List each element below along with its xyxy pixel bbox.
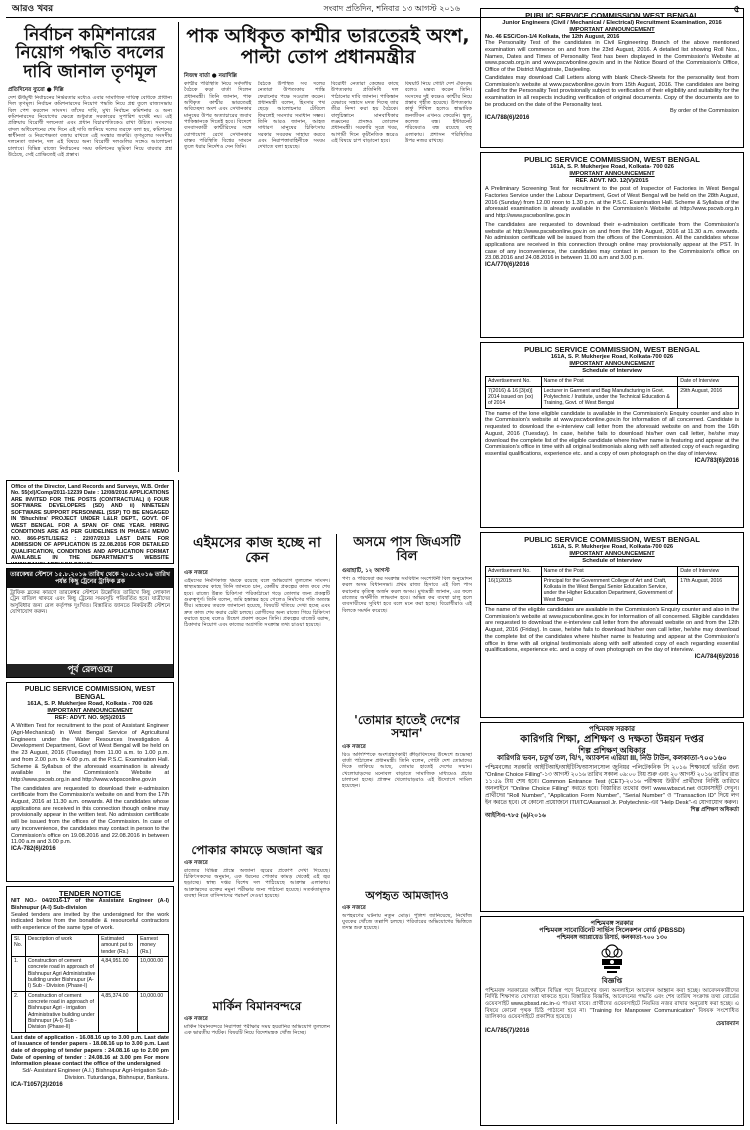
ad-text: The Personality Test of the candidates in Civil Engineering Branch of the above mentioned examination will commence on and from the 23rd August, 2016. A detailed list showing Roll Nos., Names, Dates and Times of Personality Test has been displayed in the Commission's Website at www.pscwb.org.in and www.pscwbonline.gov.in and in the Notice Board of the Commission's Office, Office of the District Magistrate, Darjeeling. bbox=[485, 40, 739, 74]
article-body: পণ্য ও পরিষেবা কর সংক্রান্ত সংবিধান সংশোধনী বিল অনুমোদন করল অসম বিধানসভা। প্রথম রাজ্য হিসাবে এই বিল পাস করানোর কৃতিত্ব অর্জন করল অসম। মুখ্যমন্ত্রী জানান, এর ফলে রাজ্যের অর্থনীতি লাভবান হবে। অভিন্ন কর ব্যবস্থা চালু হলে ব্যবসায়ীদের সুবিধা হবে বলে মনে করা হচ্ছে। বিরোধীরাও এই বিলকে সমর্থন করেছে। bbox=[342, 575, 472, 614]
ad-signature: চেয়ারম্যান bbox=[716, 1021, 739, 1028]
byline: এক নজরে bbox=[342, 743, 366, 750]
ad-land-records bbox=[6, 480, 174, 564]
tender-table bbox=[11, 934, 169, 1033]
ad-text: Sealed tenders are invited by the undersigned for the work indicated below from the bonafide & resourceful contractors with experience of the same type of work. bbox=[11, 911, 169, 932]
ad-signature: শিল্প প্রশিক্ষণ অধিকর্তা bbox=[690, 806, 739, 813]
paper-dateline: সংবাদ প্রতিদিন, শনিবার ১৩ আগস্ট ২০১৬ bbox=[323, 4, 460, 13]
ad-address: 161A, S. P. Mukherjee Road, Kolkata - 700 026 bbox=[27, 701, 153, 708]
ad-psc-lecturer bbox=[480, 342, 744, 528]
ad-org: PUBLIC SERVICE COMMISSION, WEST BENGAL bbox=[524, 535, 700, 544]
ad-psc-junior-engineers bbox=[480, 8, 744, 148]
ad-title: পশ্চিমবঙ্গ সাবোর্ডিনেট সার্ভিস সিলেকশন বোর্ড (PBSSD) bbox=[539, 927, 685, 935]
col-header: Estimated amount put to tender (Rs.) bbox=[99, 934, 138, 956]
ad-org: PUBLIC SERVICE COMMISSION, WEST BENGAL bbox=[524, 155, 700, 164]
ad-text: পশ্চিমবঙ্গ সরকারের অধীনে বিভিন্ন পদে নিয়োগের জন্য অনলাইনে আবেদন আহ্বান করা হচ্ছে। আবেদনকারীদের নির্দিষ্ট শিক্ষাগত যোগ্যতা থাকতে হবে। বিস্তারিত বিজ্ঞপ্তি, আবেদনের পদ্ধতি এবং শেষ তারিখ সংক্রান্ত তথ্য বোর্ডের ওয়েবসাইট www.pbssd.nic.in-এ পাওয়া যাবে। প্রার্থীদের ওয়েবসাইটে নিয়মিত নজর রাখার অনুরোধ করা হচ্ছে। এ বিষয়ে কোনো পৃথক চিঠি পাঠানো হবে না। "Training for Manpower Communication" বিষয়ক সংশোধিত তালিকাও ওয়েবসাইটে প্রকাশিত হয়েছে। bbox=[485, 987, 739, 1021]
headline: অসমে পাস জিএসটি বিল bbox=[353, 535, 461, 565]
ad-code: ICA/784(6)/2016 bbox=[694, 653, 739, 660]
ad-title: কারিগরি শিক্ষা, প্রশিক্ষণ ও দক্ষতা উন্নয়ন দপ্তর bbox=[520, 734, 704, 746]
table-row: 7(2016) & 16 [3(xi)] 2014 issued on (xx) of 2014 Lecturer in Garment and Bag Manufacturing in Govt. Polytechnic / Institute, under the Technical Education & Training, Govt. of West Bengal 29th August, 2016 bbox=[486, 386, 739, 408]
article-kashmir bbox=[182, 22, 474, 527]
interview-table: Advertisement No. Name of the Post Date of Interview 7(2016) & 16 [3(xi)] 2014 issued on (xx) of 2014 Lecturer in Garment and Bag Manufacturing in Govt. Polytechnic / Institute, under the Technical Education & Training, Govt. of West Bengal 29th August, 2016 bbox=[485, 376, 739, 408]
ad-org: PUBLIC SERVICE COMMISSION WEST BENGAL bbox=[525, 11, 699, 20]
ad-psc-principal bbox=[480, 532, 744, 718]
article-body: এইমসের নির্মাণকাজ থমকে রয়েছে বলে অভিযোগ তুললেন সাংসদ। স্বাস্থ্যমন্ত্রকের কাছে তিনি জানতে চান, কেন্দ্রীয় প্রকল্পের কাজ কবে শেষ হবে। রাজ্যে উন্নত চিকিৎসা পরিকাঠামো গড়ে তোলার জন্য প্রকল্পটি গুরুত্বপূর্ণ। তিনি বলেন, জমি হস্তান্তর হয়ে গেলেও নির্মাণের গতি অত্যন্ত ধীর। মন্ত্রকের তরফে জানানো হয়েছে, বিষয়টি খতিয়ে দেখা হচ্ছে এবং দ্রুত কাজ শেষ করার চেষ্টা চলছে। রোগীদের অন্য রাজ্যে গিয়ে চিকিৎসা করাতে হচ্ছে বলেও উদ্বেগ প্রকাশ করেন তিনি। প্রকল্পের বাজেট বরাদ্দ, ঠিকাদার নিয়োগ এবং কাজের অগ্রগতি সংক্রান্ত তথ্য চাওয়া হয়েছে। bbox=[184, 578, 330, 629]
article-body: মার্কিন বিমানবন্দরে নিরাপত্তা পরীক্ষার সময় হয়রানির অভিযোগ তুললেন এক ভারতীয় পর্যটক। বিষয়টি নিয়ে বিদেশমন্ত্রক খোঁজ নিচ্ছে। bbox=[184, 1023, 330, 1037]
ad-title: IMPORTANT ANNOUNCEMENT bbox=[569, 171, 655, 177]
left-news-area bbox=[6, 22, 474, 1126]
ad-sub: Junior Engineers (Civil / Mechanical / Electrical) Recruitment Examination, 2016 bbox=[502, 20, 722, 27]
ad-code: ICA/788(6)/2016 bbox=[485, 115, 530, 122]
ad-ref: No. 46 ESC/Con-1/4 Kolkata, the 12th August, 2016 bbox=[485, 33, 620, 40]
ad-title: IMPORTANT ANNOUNCEMENT bbox=[569, 27, 655, 33]
article-airport bbox=[182, 998, 332, 1124]
ad-ref: NIT NO.- 04/2016-17 of the Assistant Engineer (A-I) Bishnupur (A-I) Sub-division bbox=[11, 898, 169, 912]
ad-psc-agri bbox=[6, 682, 174, 882]
ad-ref: REF: ADVT. NO. 9(S)/2015 bbox=[54, 714, 126, 721]
ad-title: IMPORTANT ANNOUNCEMENT bbox=[47, 708, 133, 715]
table-row: 2. Construction of cement concrete road in approach of Bishnupur Agri - irrigation Administrative building under Bishnupur (A-I) Sub - Division (Phase-II) 4,85,374.00 10,000.00 bbox=[12, 991, 169, 1032]
ad-heading: বিজ্ঞপ্তি bbox=[601, 977, 623, 985]
ad-text-2: The candidates are requested to download their e-admission certificate from the Commission's website on and from the 17th August, 2016 at 11.30 a.m. onwards. All the candidates whose applications are received in this connection though online may provisionally appear in the written test. No admission certificate will be issued from the offices of the Commission. In case of any inconvenience, the candidates may contact in person to the Commission's office on 19.08.2016 and 22.08.2016 in between 11.00 a.m and 3.00 p.m. bbox=[11, 785, 169, 846]
col-header: Sl. No. bbox=[12, 934, 26, 956]
article-abduction bbox=[340, 888, 474, 1124]
headline: অপহৃত আমজাদও bbox=[365, 889, 449, 902]
byline: প্রতিদিনের ব্যুরো ● দিল্লি bbox=[8, 87, 64, 94]
ad-dates: Last date of application - 16.08.16 up to 3.00 p.m. Last date of issuance of tender papers - 18.08.16 up to 3.00 p.m. Last date of dropping of tender papers : 24.08.16 up to 2.00 pm Date of opening of tender : 24.08.16 at 3.00 pm For more information please contact the office of the undersigned bbox=[11, 1034, 169, 1068]
ad-org: PUBLIC SERVICE COMMISSION, WEST BENGAL bbox=[524, 345, 700, 354]
article-columns bbox=[184, 81, 472, 501]
byline: এক নজরে bbox=[342, 904, 366, 911]
ad-text: A Written Test for recruitment to the post of Assistant Engineer (Agri-Mechanical) in West Bengal Service of Agricultural Engineers under the Water Resources Investigation & Development Department, Govt of West Bengal will be held on the 23 August, 2016 (Tuesday) from 11.00 a.m. to 1.00 p.m. and from 2.00 p.m. to 4.00 p.m. at the P.S.C. Examination Hall. Scheme & Syllabus of the aforesaid examination is already available in the Commission's Website at http://www.pscwb.org.in and http://www.wbpsconline.gov.in bbox=[11, 723, 169, 783]
ad-footer: পূর্ব রেলওয়ে bbox=[7, 664, 173, 677]
interview-table: Advertisement No. Name of the Post Date of Interview 16(1)2015 Principal for the Government College of Art and Craft, Kolkata in the West Bengal Senior Education Service, under the Higher Education Department, Government of West Bengal 17th August, 2016 bbox=[485, 566, 739, 605]
ad-text-2: The candidates are requested to download their e-admission certificate from the Commission's website at http://www.pscwbonline.gov.in on and from the 19th August, 2016 at 11.30 a.m. onwards. No admission certificate will be issued from the offices of the Commission. All the candidates whose applications are received in this connection through online may provisionally appear at the PST. In case of any inconvenience, the candidates may contact in person to the Commission's office on 23.08.2016 and 24.08.2016 in between 11.00 a.m and 3.00 p.m. bbox=[485, 221, 739, 262]
headline: 'তোমার হাতেই দেশের সম্মান' bbox=[354, 713, 460, 740]
col-header: Description of work bbox=[25, 934, 98, 956]
ad-org: পশ্চিমবঙ্গ সরকার bbox=[590, 920, 634, 927]
headline: নির্বাচন কমিশনারের নিয়োগ পদ্ধতি বদলের দাবি জানাল তৃণমূল bbox=[15, 25, 165, 82]
page-number: ৫ bbox=[733, 4, 740, 15]
article-aiims bbox=[182, 534, 332, 834]
ad-text: Office of the Director, Land Records and Surveys, W.B. Order No. 55(xl)/Comp/2011-12239 Date : 12/08/2016 APPLICATIONS ARE INVITED FOR THE POSTS (CONTRACTUAL) i) FOUR SOFTWARE DEVELOPERS (SD) AND ii) NINETEEN SOFTWARE SUPPORT PERSONNEL (SSP) TO BE ENGAGED IN 'Bhuchitra' PROJECT UNDER L&LR DEPT., GOVT. OF WEST BENGAL FOR A SPAN OF ONE YEAR. HIRING CONDITIONS ARE AS PER GUIDELINES IN PHASE-I MEMO NO. 866-PSTL/1E/E2 : 22/07/2013 LAST DATE FOR ADMISSION OF APPLICATION IS 22.08.2016 FOR DETAILED QUALIFICATION, CONDITIONS AND APPLICATION FORMAT AVAILABLE IN THE DEPARTMENT'S WEBSITE bbox=[11, 484, 169, 562]
ad-sub: শিল্প প্রশিক্ষণ অধিকার bbox=[578, 745, 646, 755]
ad-text: A Preliminary Screening Test for recruitment to the post of Inspector of Factories in West Bengal Factories Service under the Labour Department, Govt of West Bengal will be held on the 28th August, 2016 (Sunday) from 12.00 noon to 1.30 p.m. at the P.S.C. Examination Hall. Scheme & Syllabus of the aforesaid examination is already available in the Commission's Website at http://www.pscwb.org.in and http://www.pscwbonline.gov.in bbox=[485, 186, 739, 220]
headline: এইমসের কাজ হচ্ছে না কেন bbox=[193, 535, 321, 567]
ad-code: ICA-T1057(2)/2016 bbox=[11, 1081, 63, 1088]
article-olympics bbox=[340, 712, 474, 882]
ad-code: ICA/783(6)/2016 bbox=[694, 457, 739, 464]
right-ads-column bbox=[480, 8, 744, 1126]
ad-code: ICA-782(6)/2016 bbox=[11, 846, 56, 852]
article-gst bbox=[340, 534, 474, 704]
column: বৈঠকে উপস্থিত সব দলের নেতারা উপত্যকায় শান্তি ফেরানোর পক্ষে সওয়াল করেন। প্রধানমন্ত্রী বলেন, হিংসার পথ ছেড়ে আলোচনার টেবিলে ফিরলেই সমস্যার সমাধান সম্ভব। তিনি আরও জানান, আহত সাধারণ মানুষের চিকিৎসায় সরকার সবরকম সাহায্য করবে এবং নিরাপত্তাবাহিনীকে সংযম দেখাতে বলা হয়েছে। bbox=[257, 80, 325, 151]
ad-code: আইসিএ-৭৮৫ (৬)/২০১৬ bbox=[485, 813, 546, 820]
byline: এক নজরে bbox=[184, 1015, 208, 1022]
ad-address: পশ্চিমবঙ্গ অ্যাপ্লায়েড রিসার্চ, কলকাতা-৭০০ ১৩০ bbox=[556, 934, 668, 941]
section-name: আরও খবর bbox=[12, 4, 54, 14]
ad-address: 161A, S. P. Mukherjee Road, Kolkata- 700 026 bbox=[550, 164, 674, 171]
ad-railway bbox=[6, 568, 174, 678]
article-body: রাজ্যের বিভিন্ন প্রান্তে অজানা জ্বরের প্রকোপ দেখা দিয়েছে। চিকিৎসকদের অনুমান, এক ধরনের পোকার কামড় থেকেই এই জ্বর ছড়াচ্ছে। স্বাস্থ্য দপ্তর বিশেষ দল পাঠিয়েছে আক্রান্ত এলাকায়। আক্রান্তদের রক্তের নমুনা পরীক্ষার জন্য পাঠানো হয়েছে। সতর্কতামূলক ব্যবস্থা নিতে বাসিন্দাদের পরামর্শ দেওয়া হয়েছে। bbox=[184, 867, 330, 900]
table-row: 16(1)2015 Principal for the Government College of Art and Craft, Kolkata in the West Bengal Senior Education Service, under the Higher Education Department, Government of West Bengal 17th August, 2016 bbox=[486, 576, 739, 604]
article-body: দেশ ঊর্ধমুখী নির্বাচনের নির্ভরতার মধ্যেও এবার সামাজিক দায়িত্ব বোধকে প্রাধান্য দিল তৃণমূল। নির্বাচন কমিশনারদের নিয়োগ পদ্ধতি নিয়ে প্রশ্ন তুলে রাজ্যসভায় বিল পেশ করলেন সাংসদ। তাঁদের দাবি, মুখ্য নির্বাচন কমিশনার ও অন্য কমিশনারদের নিয়োগের ক্ষেত্রে শুধুমাত্র সরকারের সুপারিশ যথেষ্ট নয়। এই প্রক্রিয়ায় বিরোধী দলনেতা এবং প্রধান বিচারপতিকেও রাখা উচিত। সংসদের বাদল অধিবেশনের শেষ দিনে এই দাবি জানিয়ে দলের তরফে বলা হয়, কমিশনের স্বাধীনতা ও নিরপেক্ষতা বজায় রাখতে এই সংস্কার জরুরি। তৃণমূলের সংসদীয় দলনেতা জানান, দল এই বিষয়ে অন্য বিরোধী দলগুলির সঙ্গেও আলোচনা চালাবে। বিভিন্ন রাজ্যে নির্বাচনের সময় কমিশনের ভূমিকা নিয়ে বারবার প্রশ্ন উঠেছে, সেই প্রেক্ষিতেই এই প্রস্তাব। bbox=[8, 94, 172, 158]
ad-title: IMPORTANT ANNOUNCEMENT bbox=[569, 551, 655, 557]
ad-psc-factories bbox=[480, 152, 744, 338]
ad-org: পশ্চিমবঙ্গ সরকার bbox=[589, 726, 635, 733]
col-header: Earnest money (Rs.) bbox=[138, 934, 169, 956]
ad-code: ICA/785(7)/2016 bbox=[485, 1027, 530, 1034]
headline: পাক অধিকৃত কাশ্মীর ভারতেরই অংশ, পাল্টা তোপ প্রধানমন্ত্রীর bbox=[186, 25, 470, 68]
article-fever bbox=[182, 842, 332, 992]
byline: নিজস্ব বার্তা ● নয়াদিল্লি bbox=[184, 73, 238, 80]
ad-signature: Sd/- Assistant Engineer (A.I.) Bishnupur Agri-Irrigation Sub-Division. Tuturdanga, Bishnupur, Bankura. bbox=[22, 1068, 169, 1081]
column: বিরোধী নেতারা কেন্দ্রের কাছে উপত্যকায় প্রতিনিধি দল পাঠানোর দাবি জানান। পাকিস্তান যেভাবে সন্ত্রাসে মদত দিচ্ছে তার তীব্র নিন্দা করা হয় বৈঠকে। বালুচিস্তানে মানবাধিকার লঙ্ঘনের প্রসঙ্গও তোলেন প্রধানমন্ত্রী। সরকারি সূত্রে খবর, আগামী দিনে কূটনৈতিক স্তরেও এই বিষয়ে চাপ বাড়ানো হবে। bbox=[331, 80, 399, 144]
ad-title: তারকেশ্বর স্টেশনে ১৫.৮.২০১৬ তারিখ থেকে ২০.৮.২০১৬ তারিখ পর্যন্ত কিছু ট্রেনের ট্রাফিক ব্লক bbox=[7, 569, 173, 588]
ad-text: The name of the lone eligible candidate is available in the Commission's Enquiry counter and also in the Commission's website at www.pscwbonline.gov.in for information of all concerned. Candidate is requested to download the e-interview call letter from the aforesaid website on and from the 16th August, 2016 (Tuesday). In case, he/she fails to download his/her own call letter, he/she may download the complete list of the eligible candidate where his/her name is featuring and appear at the Commission's office in time with all original testimonials along with self attested copy of each regarding essential qualifications, experience etc. and a copy of own photograph on the day of interview. bbox=[485, 410, 739, 457]
article-commission bbox=[6, 22, 174, 472]
table-row: 1. Construction of cement concrete road in approach of Bishnupur Agri Administrative building under Bishnupur (A-I) Sub - Division (Phase-I) 4,84,951.00 10,000.00 bbox=[12, 956, 169, 991]
ad-address: 161A, S. P. Mukherjee Road, Kolkata-700 026 bbox=[550, 544, 674, 551]
byline: এক নজরে bbox=[184, 570, 208, 577]
ad-code: ICA/770(6)/2016 bbox=[485, 262, 530, 269]
column: কাশ্মীর পরিস্থিতি নিয়ে সর্বদলীয় বৈঠকে কড়া বার্তা দিলেন প্রধানমন্ত্রী। তিনি জানান, পাক অধিকৃত কাশ্মীর ভারতেরই অবিচ্ছেদ্য অংশ এবং সেখানকার মানুষের উপর অত্যাচারের জবাব পাকিস্তানকে দিতেই হবে। বিদেশে বসবাসকারী কাশ্মীরিদের সঙ্গে যোগাযোগ রেখে সেখানকার বাস্তব পরিস্থিতি বিশ্বের সামনে তুলে ধরার নির্দেশও দেন তিনি। bbox=[184, 80, 252, 151]
ad-ref: REF. ADVT. NO. 12(V)/2015 bbox=[575, 177, 649, 184]
ad-sub: Schedule of Interview bbox=[582, 367, 642, 374]
article-body: অপহরণের ঘটনায় নতুন মোড়। পুলিশ জানিয়েছে, নিখোঁজ যুবকের খোঁজে তল্লাশি চলছে। পরিবারের অভিযোগের ভিত্তিতে তদন্ত শুরু হয়েছে। bbox=[342, 912, 472, 932]
ad-org: PUBLIC SERVICE COMMISSION, WEST BENGAL bbox=[24, 686, 156, 701]
ad-text: ট্রাফিক ব্লকের কারণে তারকেশ্বর স্টেশনে উল্লেখিত তারিখে কিছু লোকাল ট্রেন বাতিল থাকবে এবং কিছু ট্রেনের সময়সূচি পরিবর্তিত হবে। যাত্রীদের অসুবিধার জন্য রেল কর্তৃপক্ষ দুঃখিত। বিস্তারিত জানতে নিকটবর্তী স্টেশনে যোগাযোগ করুন। bbox=[10, 589, 170, 616]
ad-title: TENDER NOTICE bbox=[58, 889, 122, 898]
ad-text: পশ্চিমবঙ্গের সরকারি আইটিআই/আইটিসি/আসানসোল জুনিয়র পলিটেকনিক সি ২০১৬ শিক্ষাবর্ষে ভর্তির জন্য "Online Choice Filling"-১৩ আগস্ট ২০১৬ তারিখ সকাল ০৯:০০ টায় শুরু এবং ২০ আগস্ট ২০১৬ তারিখ রাত ১১:৫৯ টায় শেষ হবে। Common Entrance Test (CET)-২০১৬ পরীক্ষায় উত্তীর্ণ প্রার্থীদের নির্দিষ্ট তারিখে অনলাইনে "Online Choice Filling" করতে হবে। বিস্তারিত তথ্যের জন্য www.wbscvt.net ওয়েবসাইট দেখুন। প্রার্থীদের "Roll Number", "Application Form Number", "Serial Number" ও "Transaction ID" দিয়ে লগ ইন করতে হবে। যে কোনো প্রয়োজনে ITI/ITC/Asansol Jr. Polytechnic-এর "Help Desk"-এ যোগাযোগ করুন। bbox=[485, 764, 739, 806]
ad-title: IMPORTANT ANNOUNCEMENT bbox=[569, 361, 655, 367]
ad-address: কারিগরি ভবন, চতুর্থ তল, বি/৭, অ্যাকশন এরিয়া III, নিউ টাউন, কলকাতা-৭০০১৬০ bbox=[497, 754, 727, 762]
ad-iti-admission bbox=[480, 722, 744, 912]
article-body: রিও অলিম্পিকে অংশগ্রহণকারী ক্রীড়াবিদদের উদ্দেশে শুভেচ্ছা বার্তা পাঠালেন প্রধানমন্ত্রী। তিনি বলেন, গোটা দেশ তোমাদের দিকে তাকিয়ে আছে, তোমার হাতেই দেশের সম্মান। খেলোয়াড়দের মনোবল বাড়াতে সামাজিক মাধ্যমেও প্রচার চালানো হচ্ছে। প্রাক্তন খেলোয়াড়রাও এই উদ্যোগে সামিল হয়েছেন। bbox=[342, 751, 472, 790]
government-emblem-icon bbox=[595, 942, 629, 978]
ad-tender bbox=[6, 886, 174, 1124]
ad-address: 161A, S. P. Mukherjee Road, Kolkata-700 026 bbox=[550, 354, 674, 361]
ad-text: The name of the eligible candidates are available in the Commission's Enquiry counter and also in the Commission's website at www.pscwbonline.gov.in for information of all concerned. Eligible candidates are requested to download the e-interview call letter from the aforesaid website on and from the 12th August, 2016 (Friday). In case, he/she fails to download his/her own call letter, he/she may download the complete list of the candidates where his/her name is featuring and appear at the Commission's office in time with all original testimonials along with self attested copy of each regarding essential qualifications, experience etc. and a copy of own photograph on the day of interview. bbox=[485, 607, 739, 654]
ad-sub: Schedule of Interview bbox=[582, 557, 642, 564]
column: বিষয়টি নিয়ে গোটা দেশ ঐক্যবদ্ধ বলেও মন্তব্য করেন তিনি। সংসদের দুই কক্ষেও কাশ্মীর নিয়ে প্রস্তাব গৃহীত হয়েছে। উপত্যকায় কার্ফু শিথিল হলেও স্বাভাবিক জনজীবন এখনও ফেরেনি। স্কুল, কলেজ বন্ধ। ইন্টারনেট পরিষেবাও বন্ধ রয়েছে বহু এলাকায়। প্রশাসন পরিস্থিতির উপর নজর রাখছে। bbox=[404, 80, 472, 144]
byline: গুয়াহাটি, ১২ আগস্ট bbox=[342, 568, 390, 575]
headline: মার্কিন বিমানবন্দরে bbox=[212, 999, 302, 1013]
ad-pbssd bbox=[480, 916, 744, 1126]
ad-signature: By order of the Commission bbox=[669, 108, 739, 115]
headline: পোকার কামড়ে অজানা জ্বর bbox=[191, 843, 323, 857]
byline: এক নজরে bbox=[184, 859, 208, 866]
ad-text-2: Candidates may download Call Letters along with blank Check-Sheets for the personality test from Commission's website at www.pscwbonline.gov.in from 15th August, 2016. The candidates are being called for the Personality Test provisionally subject to verification of their eligibility and suitability for the examination in all respects including verification of original documents. Copy of the documents are to be produced on the date of the Personality test. bbox=[485, 74, 739, 108]
